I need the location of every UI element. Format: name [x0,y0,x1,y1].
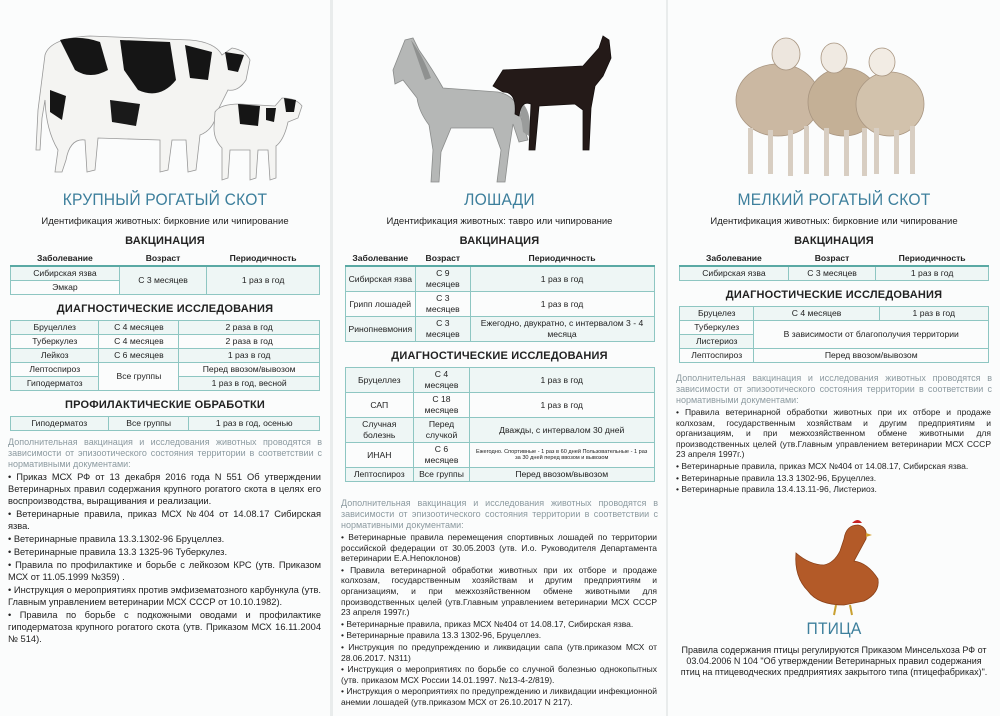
doc-item: • Инструкция по предупреждению и ликвидации сапа (утв.приказом МСХ от 28.06.2017. N311) [341,641,657,663]
table-cell: С 4 месяцев [99,321,179,335]
table-cell: Бруцеллез [11,321,99,335]
sheep-title: МЕЛКИЙ РОГАТЫЙ СКОТ [737,190,931,209]
sheep-image [668,0,1000,190]
horses-panel [333,0,666,716]
table-cell: ИНАН [345,443,414,468]
cattle-panel [0,0,330,716]
cattle-diag-title: ДИАГНОСТИЧЕСКИЕ ИССЛЕДОВАНИЯ [56,303,274,315]
table-cell: 1 раз в год [879,307,988,321]
bird-image [668,511,1000,619]
col-header: Периодичность [876,252,989,266]
doc-item: • Правила ветеринарной обработки животных при их отборе и продаже колхозам, государственным хозяйствам и другим предприятиям и организациям, и при межхозяйственном обмене животными для производственных целей (утв.Главным управлением ветеринарии МСХ СССР 23 апреля 1997г.) [341,564,657,618]
doc-item: • Правила ветеринарной обработки животных при их отборе и продаже колхозам, государственным хозяйствам и другим предприятиям и организациям, и при межхозяйственном обмене животными для производственных целей (утв.Главным управлением ветеринарии МСХ СССР 23 апреля 1997г.) [676,407,991,460]
table-cell: Грипп лошадей [345,292,416,317]
table-cell: САП [345,393,414,418]
table-cell: Ринопневмония [345,317,416,342]
horses-diag-title: ДИАГНОСТИЧЕСКИЕ ИССЛЕДОВАНИЯ [391,350,608,362]
table-cell: Туберкулез [680,321,754,335]
table-cell: 2 раза в год [179,335,320,349]
table-cell: С 4 месяцев [754,307,879,321]
table-cell: Дважды, с интервалом 30 дней [469,418,654,443]
table-cell: Все группы [99,363,179,391]
table-cell: 1 раз в год, осенью [189,417,320,431]
table-cell: Лептоспироз [680,349,754,363]
table-cell: Сибирская язва [345,266,416,292]
horses-diag-table [345,367,655,482]
table-cell: С 6 месяцев [99,349,179,363]
doc-item: • Инструкция о мероприятиях по предупреждению и ликвидации инфекционной анемии лошадей (утв.приказом МСХ от 26.10.2017 N 217). [341,686,657,707]
table-cell: 1 раз в год, весной [179,377,320,391]
table-cell: С 3 месяцев [416,292,470,317]
horses-title: ЛОШАДИ [464,190,535,209]
sheep-note: Дополнительная вакцинация и исследования животных проводятся в зависимости от эпизоотического состояния территории в соответствии с нормативными документами: [676,373,992,405]
doc-item: • Ветеринарные правила, приказ МСХ №404 от 14.08.17 Сибирская язва. [8,509,321,531]
table-cell: Сибирская язва [680,266,789,281]
table-cell: Перед ввозом/вывозом [179,363,320,377]
sheep-ident: Идентификация животных: бирковние или чипирование [710,216,958,227]
table-cell: Туберкулез [11,335,99,349]
col-header: Возраст [119,252,206,266]
horses-ident: Идентификация животных: тавро или чипирование [386,216,613,227]
table-cell: Гиподерматоз [11,377,99,391]
sheep-vacc-title: ВАКЦИНАЦИЯ [794,235,874,247]
doc-item: • Ветеринарные правила 13.4.13.11-96, Листериоз. [676,484,877,495]
table-cell: С 4 месяцев [414,368,470,393]
doc-item: • Ветеринарные правила 13.3 1302-96, Бруцеллез. [676,472,877,483]
table-cell: Все группы [414,468,470,482]
table-cell: Случная болезнь [345,418,414,443]
table-cell: 2 раза в год [179,321,320,335]
gray-horse-figure [393,38,530,182]
table-cell: Гиподерматоз [11,417,109,431]
table-cell: Лептоспироз [345,468,414,482]
calf-figure [214,98,302,180]
table-cell: Листериоз [680,335,754,349]
doc-item: • Правила по борьбе с подкожными оводами и профилактике гиподерматоза крупного рогатого скота (утв. Приказом МСХ 16.11.2004 № 514). [8,610,321,644]
doc-item: • Ветеринарные правила 13.3 1302-96, Бруцеллез. [341,630,542,641]
table-cell: С 3 месяцев [119,266,206,295]
table-cell: Ежегодно. Спортивные - 1 раз в 60 дней Пользовательные - 1 раз за 30 дней перед ввозом и вывозом [469,443,654,468]
cow-figure [36,36,250,172]
table-cell: С 3 месяцев [416,317,470,342]
cattle-image [0,0,330,190]
hen-figure [796,520,878,615]
table-cell: Перед ввозом/вывозом [754,349,989,363]
doc-item: • Ветеринарные правила, приказ МСХ №404 от 14.08.17, Сибирская язва. [341,618,634,629]
doc-item: • Ветеринарные правила, приказ МСХ №404 от 14.08.17, Сибирская язва. [676,460,969,471]
table-cell: 1 раз в год [469,393,654,418]
bird-text: Правила содержания птицы регулируются Приказом Минсельхоза РФ от 03.04.2006 N 104 "Об утверждении Ветеринарных правил содержания птиц на птицеводческих предприятиях закрытого типа (птицефабриках)". [680,644,988,677]
col-header: Периодичность [470,252,654,266]
table-cell: С 3 месяцев [788,266,875,281]
cattle-note: Дополнительная вакцинация и исследования животных проводятся в зависимости от эпизоотического состояния территории в соответствии с нормативными документами: [8,437,322,469]
table-cell: Перед случкой [414,418,470,443]
table-cell: 1 раз в год [470,292,654,317]
cattle-prof-table [10,416,320,431]
table-cell: Лептоспироз [11,363,99,377]
cattle-vacc-table [10,252,320,295]
horses-image [333,0,666,190]
sheep-panel [668,0,1000,716]
sheep-diag-table [679,306,989,363]
cattle-title: КРУПНЫЙ РОГАТЫЙ СКОТ [62,190,268,209]
sheep-vacc-table [679,252,989,281]
table-cell: Лейкоз [11,349,99,363]
doc-item: • Ветеринарные правила 13.3 1325-96 Туберкулез. [8,547,228,557]
table-cell: 1 раз в год [207,266,320,295]
sheep-docs [668,407,1000,495]
table-cell: С 9 месяцев [416,266,470,292]
doc-item: • Инструкция о мероприятиях против эмфизематозного карбункула (утв. Главным управлением ветеринарии МСХ СССР от 10.10.1982). [8,585,321,607]
table-cell: 1 раз в год [876,266,989,281]
horses-vacc-title: ВАКЦИНАЦИЯ [459,235,540,247]
horses-vacc-table [345,252,655,342]
table-cell: Все группы [108,417,189,431]
horses-note: Дополнительная вакцинация и исследования животных проводятся в зависимости от эпизоотического состояния территории в соответствии с нормативными документами: [341,498,658,530]
table-cell: Бруцелез [680,307,754,321]
table-cell: Эмкар [11,281,120,295]
horses-docs [333,532,666,708]
doc-item: • Приказ МСХ РФ от 13 декабря 2016 года N 551 Об утверждении Ветеринарных правил содержания крупного рогатого скота в целях его воспроизводства, выращивания и реализации. [8,472,321,506]
doc-item: • Ветеринарные правила перемещения спортивных лошадей по территории российской федерации от 30.05.2003 (утв. И.о. Руководителя Департамента ветеринарии Е.А.Непоклонов) [341,532,657,564]
sheep-figure [736,38,820,176]
col-header: Возраст [788,252,875,266]
col-header: Возраст [416,252,470,266]
table-cell: Бруцеллез [345,368,414,393]
bird-title: ПТИЦА [806,618,862,638]
sheep-diag-title: ДИАГНОСТИЧЕСКИЕ ИССЛЕДОВАНИЯ [725,289,943,301]
col-header: Заболевание [11,252,120,266]
cattle-docs [0,471,330,645]
table-cell: Ежегодно, двукратно, с интервалом 3 - 4 месяца [470,317,654,342]
table-cell: 1 раз в год [470,266,654,292]
cattle-ident: Идентификация животных: бирковние или чипирование [41,216,289,227]
table-cell: 1 раз в год [469,368,654,393]
cattle-prof-title: ПРОФИЛАКТИЧЕСКИЕ ОБРАБОТКИ [64,399,266,411]
doc-item: • Инструкция о мероприятиях по борьбе со случной болезнью однокопытных (утв. приказом МСХ России 14.01.1997. №13-4-2/819). [341,664,657,685]
table-cell: Перед ввозом/вывозом [469,468,654,482]
table-cell: С 18 месяцев [414,393,470,418]
table-cell: С 6 месяцев [414,443,470,468]
doc-item: • Ветеринарные правила 13.3.1302-96 Бруцеллез. [8,534,225,544]
table-cell: 1 раз в год [179,349,320,363]
table-cell: Сибирская язва [11,266,120,281]
col-header: Периодичность [207,252,320,266]
col-header: Заболевание [680,252,789,266]
doc-item: • Правила по профилактике и борьбе с лейкозом КРС (утв. Приказом МСХ от 11.05.1999 №359) . [8,560,321,582]
table-cell: В зависимости от благополучия территории [754,321,989,349]
col-header: Заболевание [345,252,416,266]
table-cell: С 4 месяцев [99,335,179,349]
cattle-diag-table [10,320,320,391]
cattle-vacc-title: ВАКЦИНАЦИЯ [125,235,205,247]
